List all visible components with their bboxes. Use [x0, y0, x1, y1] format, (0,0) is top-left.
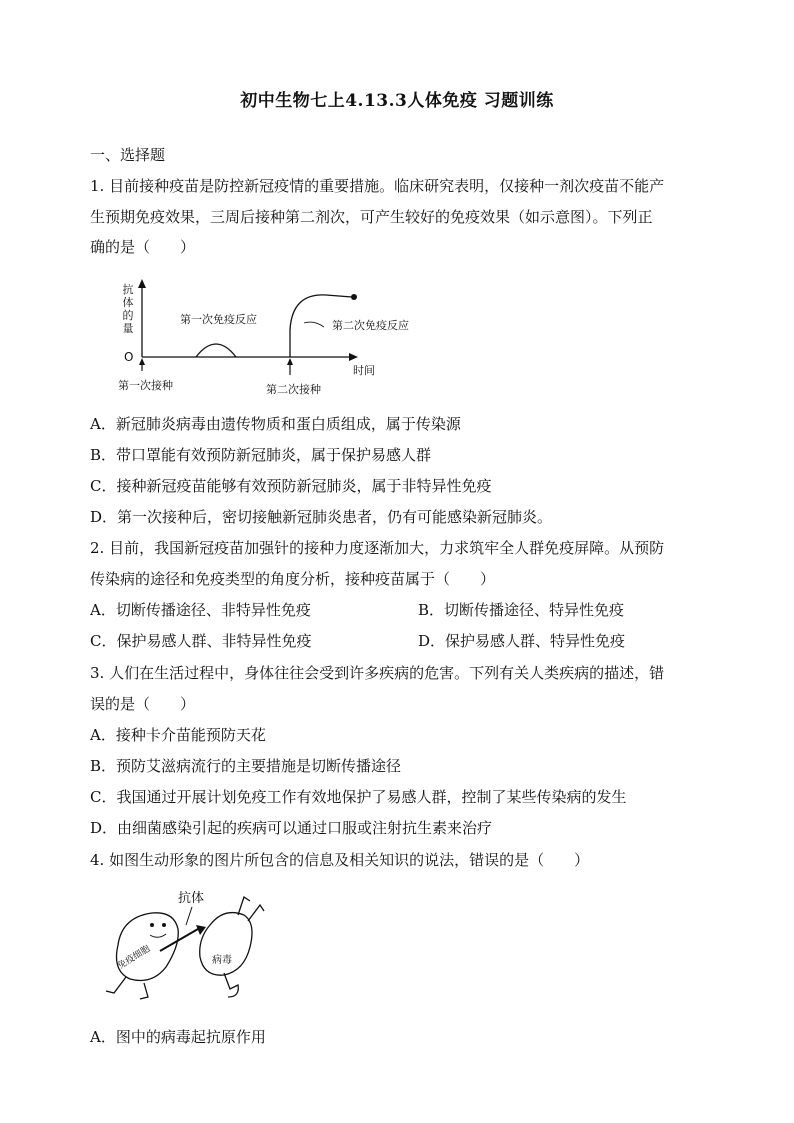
q3-option-d: D．由细菌感染引起的疾病可以通过口服或注射抗生素来治疗	[90, 819, 493, 837]
q2-option-b: B．切断传播途径、特异性免疫	[418, 601, 625, 619]
q1-option-c: C．接种新冠疫苗能够有效预防新冠肺炎，属于非特异性免疫	[90, 477, 492, 495]
virus-label: 病毒	[212, 955, 232, 966]
first-dose-label: 第一次接种	[118, 379, 173, 392]
second-response-end-dot	[351, 294, 357, 300]
q2-option-a: A．切断传播途径、非特异性免疫	[90, 601, 311, 619]
origin-label: O	[124, 350, 134, 364]
x-axis-label: 时间	[353, 364, 375, 377]
second-dose-label: 第二次接种	[266, 383, 321, 396]
y-axis-char-2: 体	[122, 296, 134, 309]
y-axis-char-1: 抗	[122, 283, 134, 296]
first-response-curve	[196, 344, 236, 357]
document-title: 初中生物七上4.13.3人体免疫 习题训练	[240, 91, 554, 111]
y-axis-char-3: 的	[122, 309, 134, 322]
q3-option-b: B．预防艾滋病流行的主要措施是切断传播途径	[90, 757, 402, 775]
q2-stem-line-1: 2. 目前，我国新冠疫苗加强针的接种力度逐渐加大，力求筑牢全人群免疫屏障。从预防	[90, 539, 665, 557]
q2-option-c: C．保护易感人群、非特异性免疫	[90, 632, 312, 650]
antibody-label: 抗体	[178, 891, 205, 906]
q2-option-d: D．保护易感人群、特异性免疫	[418, 632, 626, 650]
antibody-response-figure	[110, 275, 460, 405]
q3-stem-line-2: 误的是（ ）	[90, 695, 196, 713]
second-response-label: 第二次免疫反应	[332, 319, 409, 332]
first-response-label: 第一次免疫反应	[180, 313, 257, 326]
antibody-cartoon-figure	[100, 885, 270, 1007]
immune-cell-label: 免疫细胞	[116, 943, 153, 972]
q3-stem-line-1: 3. 人们在生活过程中，身体往往会受到许多疾病的危害。下列有关人类疾病的描述，错	[90, 664, 665, 682]
y-axis-char-4: 量	[122, 322, 134, 335]
q1-stem-line-2: 生预期免疫效果，三周后接种第二剂次，可产生较好的免疫效果（如示意图）。下列正	[90, 208, 653, 226]
q3-option-c: C．我国通过开展计划免疫工作有效地保护了易感人群，控制了某些传染病的发生	[90, 788, 627, 806]
q2-stem-line-2: 传染病的途径和免疫类型的角度分析，接种疫苗属于（ ）	[90, 570, 496, 588]
section-heading: 一、选择题	[90, 146, 166, 164]
q4-option-a: A．图中的病毒起抗原作用	[90, 1028, 266, 1046]
q4-stem-line-1: 4. 如图生动形象的图片所包含的信息及相关知识的说法，错误的是（ ）	[90, 851, 590, 869]
q1-option-b: B．带口罩能有效预防新冠肺炎，属于保护易感人群	[90, 446, 432, 464]
q1-option-d: D．第一次接种后，密切接触新冠肺炎患者，仍有可能感染新冠肺炎。	[90, 508, 553, 526]
q3-option-a: A．接种卡介苗能预防天花	[90, 726, 266, 744]
q1-option-a: A．新冠肺炎病毒由遗传物质和蛋白质组成，属于传染源	[90, 415, 461, 433]
q1-stem-line-3: 确的是（ ）	[90, 238, 196, 256]
q1-stem-line-1: 1. 目前接种疫苗是防控新冠疫情的重要措施。临床研究表明，仅接种一剂次疫苗不能产	[90, 177, 665, 195]
